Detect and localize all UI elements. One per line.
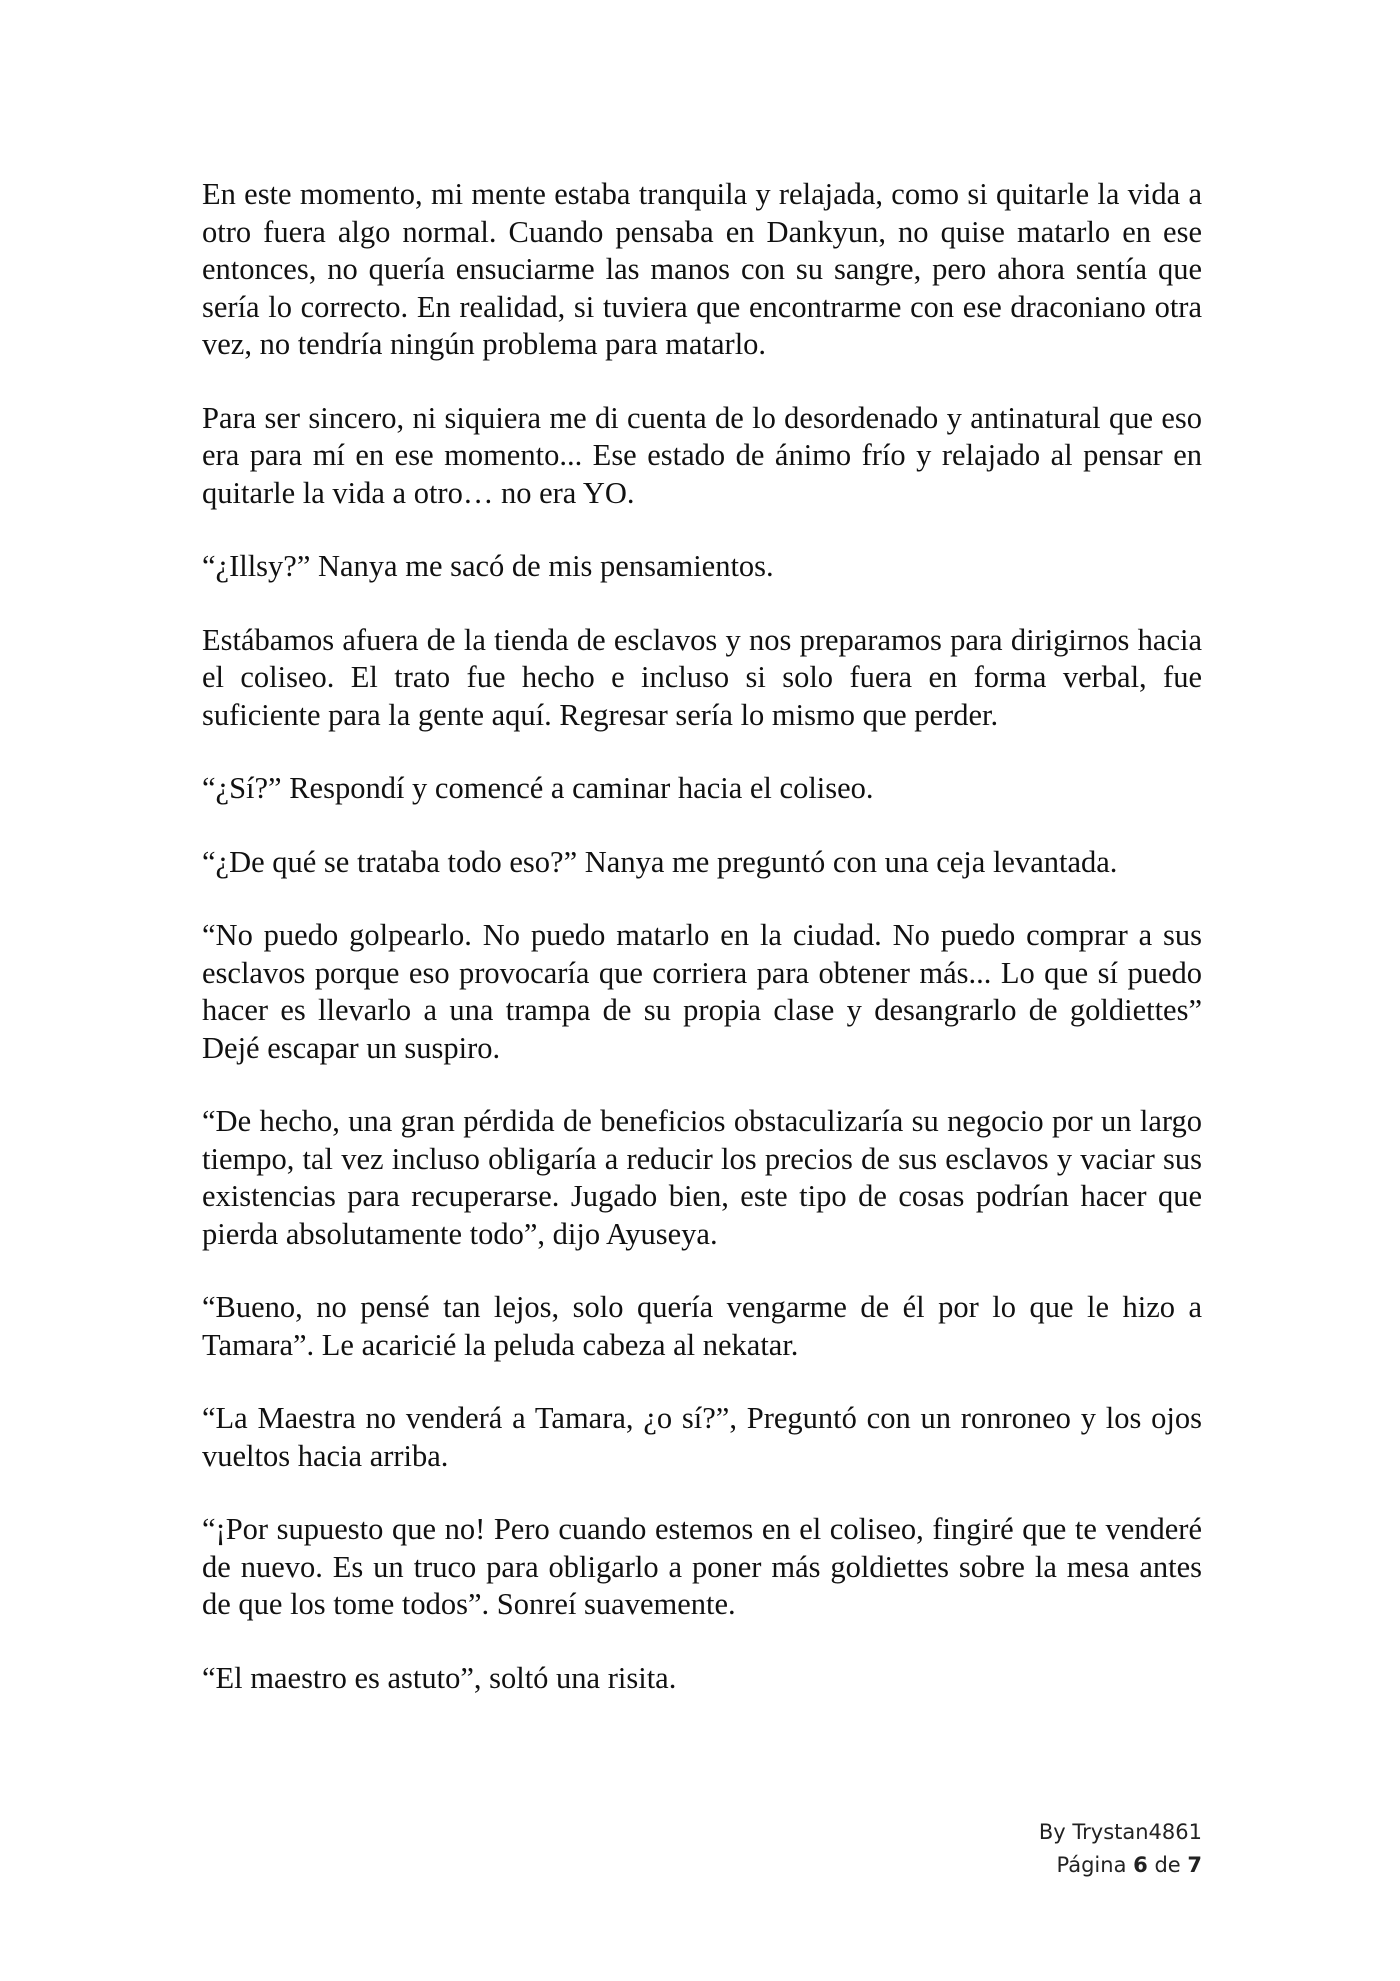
- paragraph-2: Para ser sincero, ni siquiera me di cuenta de lo desordenado y antinatural que eso era para mí en ese momento... Ese estado de ánimo frío y relajado al pensar en quitarle la vida a otro… no era YO.: [202, 400, 1202, 510]
- page-current: 6: [1133, 1853, 1148, 1877]
- page-footer: [1039, 1816, 1202, 1882]
- paragraph-9: “Bueno, no pensé tan lejos, solo quería vengarme de él por lo que le hizo a Tamara”. Le acaricié la peluda cabeza al nekatar.: [202, 1290, 1202, 1362]
- footer-page-number: [1039, 1849, 1202, 1882]
- footer-author: By Trystan4861: [1038, 1820, 1202, 1844]
- paragraph-8: “De hecho, una gran pérdida de beneficios obstaculizaría su negocio por un largo tiempo, tal vez incluso obligaría a reducir los precios de sus esclavos y vaciar sus existencias para recuperarse. Jugado bien, este tipo de cosas podrían hacer que pierda absolutamente todo”, dijo Ayuseya.: [202, 1104, 1202, 1251]
- page-of: de: [1154, 1853, 1181, 1877]
- paragraph-12: “El maestro es astuto”, soltó una risita.: [202, 1660, 677, 1695]
- page-total: 7: [1187, 1853, 1202, 1877]
- page-label: Página: [1056, 1853, 1127, 1877]
- paragraph-7: “No puedo golpearlo. No puedo matarlo en la ciudad. No puedo comprar a sus esclavos porque eso provocaría que corriera para obtener más... Lo que sí puedo hacer es llevarlo a una trampa de su propia clase y desangrarlo de goldiettes” Dejé escapar un suspiro.: [202, 918, 1202, 1065]
- document-body: [202, 176, 1202, 1733]
- paragraph-1: En este momento, mi mente estaba tranquila y relajada, como si quitarle la vida a otro fuera algo normal. Cuando pensaba en Dankyun, no quise matarlo en ese entonces, no quería ensuciarme las manos con su sangre, pero ahora sentía que sería lo correcto. En realidad, si tuviera que encontrarme con ese draconiano otra vez, no tendría ningún problema para matarlo.: [202, 177, 1202, 361]
- paragraph-3: “¿Illsy?” Nanya me sacó de mis pensamientos.: [202, 549, 774, 583]
- paragraph-10: “La Maestra no venderá a Tamara, ¿o sí?”, Preguntó con un ronroneo y los ojos vueltos hacia arriba.: [202, 1401, 1202, 1473]
- paragraph-4: Estábamos afuera de la tienda de esclavos y nos preparamos para dirigirnos hacia el coliseo. El trato fue hecho e incluso si solo fuera en forma verbal, fue suficiente para la gente aquí. Regresar sería lo mismo que perder.: [202, 622, 1202, 732]
- paragraph-6: “¿De qué se trataba todo eso?” Nanya me preguntó con una ceja levantada.: [202, 844, 1118, 879]
- paragraph-11: “¡Por supuesto que no! Pero cuando estemos en el coliseo, fingiré que te venderé de nuevo. Es un truco para obligarlo a poner más goldiettes sobre la mesa antes de que los tome todos”. Sonreí suavemente.: [202, 1512, 1202, 1621]
- paragraph-5: “¿Sí?” Respondí y comencé a caminar hacia el coliseo.: [202, 771, 874, 805]
